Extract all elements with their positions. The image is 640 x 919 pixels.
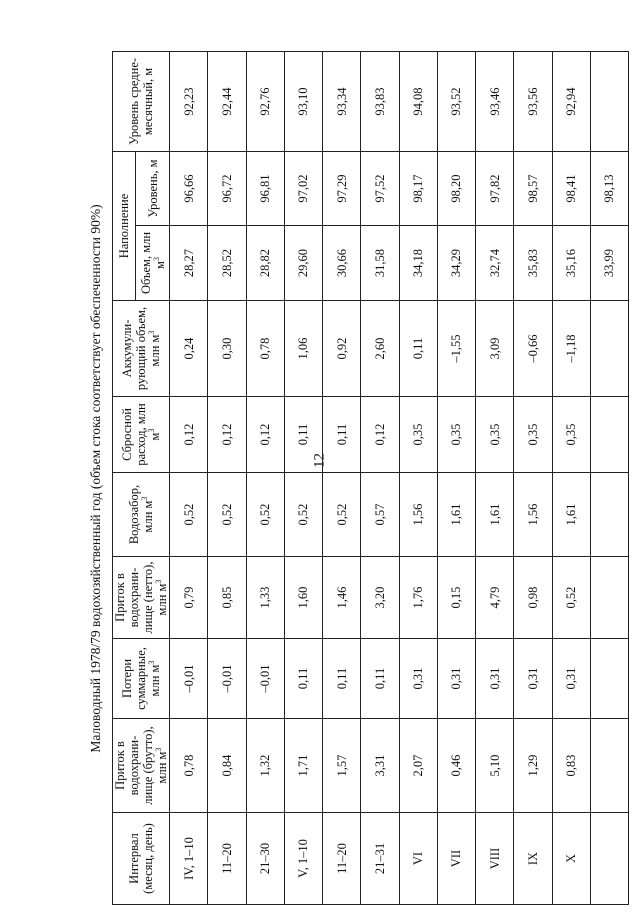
table-row [399, 52, 437, 905]
cell-level: 98,17 [399, 152, 437, 226]
table-row [361, 52, 399, 905]
cell-inflow-net: 1,33 [246, 557, 284, 639]
cell-interval: VII [437, 813, 475, 905]
cell-inflow-gross: 0,78 [170, 719, 208, 813]
table-header-row [113, 52, 136, 905]
table-row [323, 52, 361, 905]
cell-avg-level: 93,34 [323, 52, 361, 152]
cell-interval: 21–31 [361, 813, 399, 905]
cell-level: 98,20 [437, 152, 475, 226]
cell-accumulated: –1,55 [437, 301, 475, 397]
cell-inflow-gross: 0,83 [552, 719, 590, 813]
cell-empty [590, 557, 628, 639]
cell-volume: 32,74 [476, 226, 514, 301]
cell-interval: VIII [476, 813, 514, 905]
cell-empty [590, 473, 628, 557]
cell-discharge: 0,12 [246, 397, 284, 473]
cell-level: 96,66 [170, 152, 208, 226]
table-row [437, 52, 475, 905]
cell-accumulated: –1,18 [552, 301, 590, 397]
cell-losses: 0,31 [514, 639, 552, 719]
cell-level: 96,81 [246, 152, 284, 226]
cell-volume: 35,83 [514, 226, 552, 301]
cell-avg-level: 92,76 [246, 52, 284, 152]
cell-inflow-net: 1,46 [323, 557, 361, 639]
cell-accumulated: 2,60 [361, 301, 399, 397]
header-interval: Интервал (месяц, день) [113, 813, 170, 905]
cell-interval: 11–20 [208, 813, 246, 905]
cell-withdrawal: 1,61 [437, 473, 475, 557]
cell-avg-level: 93,83 [361, 52, 399, 152]
cell-accumulated: 1,06 [284, 301, 322, 397]
cell-accumulated: –0,66 [514, 301, 552, 397]
cell-avg-level: 94,08 [399, 52, 437, 152]
table-body [170, 52, 629, 905]
cell-losses: 0,31 [437, 639, 475, 719]
cell-interval: IX [514, 813, 552, 905]
cell-inflow-net: 3,20 [361, 557, 399, 639]
table-row [284, 52, 322, 905]
page-number: 12 [311, 453, 328, 468]
cell-accumulated: 0,30 [208, 301, 246, 397]
cell-volume: 30,66 [323, 226, 361, 301]
header-withdrawal: Водозабор, млн $м^3$ [113, 473, 170, 557]
cell-avg-level: 92,23 [170, 52, 208, 152]
cell-inflow-net: 0,79 [170, 557, 208, 639]
cell-level: 97,02 [284, 152, 322, 226]
cell-avg-level: 93,52 [437, 52, 475, 152]
cell-losses: 0,11 [323, 639, 361, 719]
cell-withdrawal: 1,61 [552, 473, 590, 557]
cell-withdrawal: 0,52 [246, 473, 284, 557]
cell-discharge: 0,12 [361, 397, 399, 473]
header-avg-level: Уровень средне-месячный, м [113, 52, 170, 152]
header-level: Уровень, м [136, 152, 170, 226]
cell-accumulated: 0,24 [170, 301, 208, 397]
cell-inflow-net: 0,98 [514, 557, 552, 639]
cell-avg-level: 93,10 [284, 52, 322, 152]
cell-accumulated: 0,78 [246, 301, 284, 397]
cell-losses: 0,31 [476, 639, 514, 719]
cell-final-level: 98,13 [590, 152, 628, 226]
table-row [170, 52, 208, 905]
cell-inflow-gross: 1,29 [514, 719, 552, 813]
cell-level: 97,52 [361, 152, 399, 226]
cell-withdrawal: 0,52 [284, 473, 322, 557]
cell-accumulated: 3,09 [476, 301, 514, 397]
rotated-table-block [80, 52, 624, 905]
table-row [552, 52, 590, 905]
cell-inflow-gross: 1,57 [323, 719, 361, 813]
cell-inflow-gross: 0,46 [437, 719, 475, 813]
cell-discharge: 0,11 [284, 397, 322, 473]
water-balance-table [112, 51, 629, 905]
cell-discharge: 0,12 [170, 397, 208, 473]
cell-level: 98,57 [514, 152, 552, 226]
cell-accumulated: 0,92 [323, 301, 361, 397]
cell-avg-level: 93,56 [514, 52, 552, 152]
cell-avg-level: 92,44 [208, 52, 246, 152]
cell-discharge: 0,35 [399, 397, 437, 473]
cell-volume: 31,58 [361, 226, 399, 301]
cell-discharge: 0,35 [476, 397, 514, 473]
cell-withdrawal: 0,57 [361, 473, 399, 557]
table-row [208, 52, 246, 905]
cell-losses: –0,01 [170, 639, 208, 719]
cell-interval: 21–30 [246, 813, 284, 905]
table-row [514, 52, 552, 905]
cell-empty [590, 52, 628, 152]
cell-inflow-net: 0,15 [437, 557, 475, 639]
cell-interval: VI [399, 813, 437, 905]
cell-losses: –0,01 [246, 639, 284, 719]
cell-discharge: 0,12 [208, 397, 246, 473]
cell-empty [590, 397, 628, 473]
cell-inflow-net: 1,76 [399, 557, 437, 639]
header-filling: Наполнение [113, 152, 136, 301]
cell-avg-level: 92,94 [552, 52, 590, 152]
cell-empty [590, 301, 628, 397]
cell-discharge: 0,11 [323, 397, 361, 473]
cell-level: 97,29 [323, 152, 361, 226]
cell-inflow-gross: 1,32 [246, 719, 284, 813]
cell-discharge: 0,35 [437, 397, 475, 473]
cell-volume: 34,29 [437, 226, 475, 301]
cell-losses: 0,11 [284, 639, 322, 719]
cell-withdrawal: 1,56 [514, 473, 552, 557]
cell-level: 97,82 [476, 152, 514, 226]
cell-interval: 11–20 [323, 813, 361, 905]
cell-losses: 0,31 [552, 639, 590, 719]
cell-avg-level: 93,46 [476, 52, 514, 152]
cell-volume: 28,52 [208, 226, 246, 301]
cell-empty [590, 639, 628, 719]
cell-volume: 34,18 [399, 226, 437, 301]
cell-interval: IV, 1–10 [170, 813, 208, 905]
table-row-final-filling [590, 52, 628, 905]
cell-interval: X [552, 813, 590, 905]
cell-volume: 35,16 [552, 226, 590, 301]
header-volume: Объем, млн $м^3$ [136, 226, 170, 301]
table-row [246, 52, 284, 905]
cell-withdrawal: 1,61 [476, 473, 514, 557]
cell-inflow-net: 0,52 [552, 557, 590, 639]
cell-accumulated: 0,11 [399, 301, 437, 397]
cell-losses: –0,01 [208, 639, 246, 719]
cell-inflow-gross: 3,31 [361, 719, 399, 813]
cell-final-volume: 33,99 [590, 226, 628, 301]
cell-volume: 28,27 [170, 226, 208, 301]
cell-empty [590, 813, 628, 905]
cell-inflow-net: 1,60 [284, 557, 322, 639]
cell-volume: 29,60 [284, 226, 322, 301]
cell-inflow-gross: 5,10 [476, 719, 514, 813]
cell-losses: 0,11 [361, 639, 399, 719]
cell-inflow-net: 0,85 [208, 557, 246, 639]
header-losses: Потери суммарные, млн $м^3$ [113, 639, 170, 719]
cell-interval: V, 1–10 [284, 813, 322, 905]
header-inflow-gross: Приток в водохрани-лище (брутто), млн $м^3$ [113, 719, 170, 813]
cell-empty [590, 719, 628, 813]
header-accumulated: Аккумули-рующий объем, млн $м^3$ [113, 301, 170, 397]
cell-inflow-net: 4,79 [476, 557, 514, 639]
cell-level: 96,72 [208, 152, 246, 226]
cell-withdrawal: 0,52 [170, 473, 208, 557]
header-inflow-net: Приток в водохрани-лище (нетто), млн $м^3$ [113, 557, 170, 639]
cell-discharge: 0,35 [514, 397, 552, 473]
cell-inflow-gross: 2,07 [399, 719, 437, 813]
cell-inflow-gross: 1,71 [284, 719, 322, 813]
table-row [476, 52, 514, 905]
header-discharge: Сбросной расход, млн $м^3$ [113, 397, 170, 473]
cell-withdrawal: 0,52 [208, 473, 246, 557]
cell-losses: 0,31 [399, 639, 437, 719]
cell-withdrawal: 1,56 [399, 473, 437, 557]
cell-withdrawal: 0,52 [323, 473, 361, 557]
cell-inflow-gross: 0,84 [208, 719, 246, 813]
table-title: Маловодный 1978/79 водохозяйственный год (объем стока соответствует обеспеченности 90%) [88, 204, 103, 753]
cell-level: 98,41 [552, 152, 590, 226]
cell-discharge: 0,35 [552, 397, 590, 473]
cell-volume: 28,82 [246, 226, 284, 301]
